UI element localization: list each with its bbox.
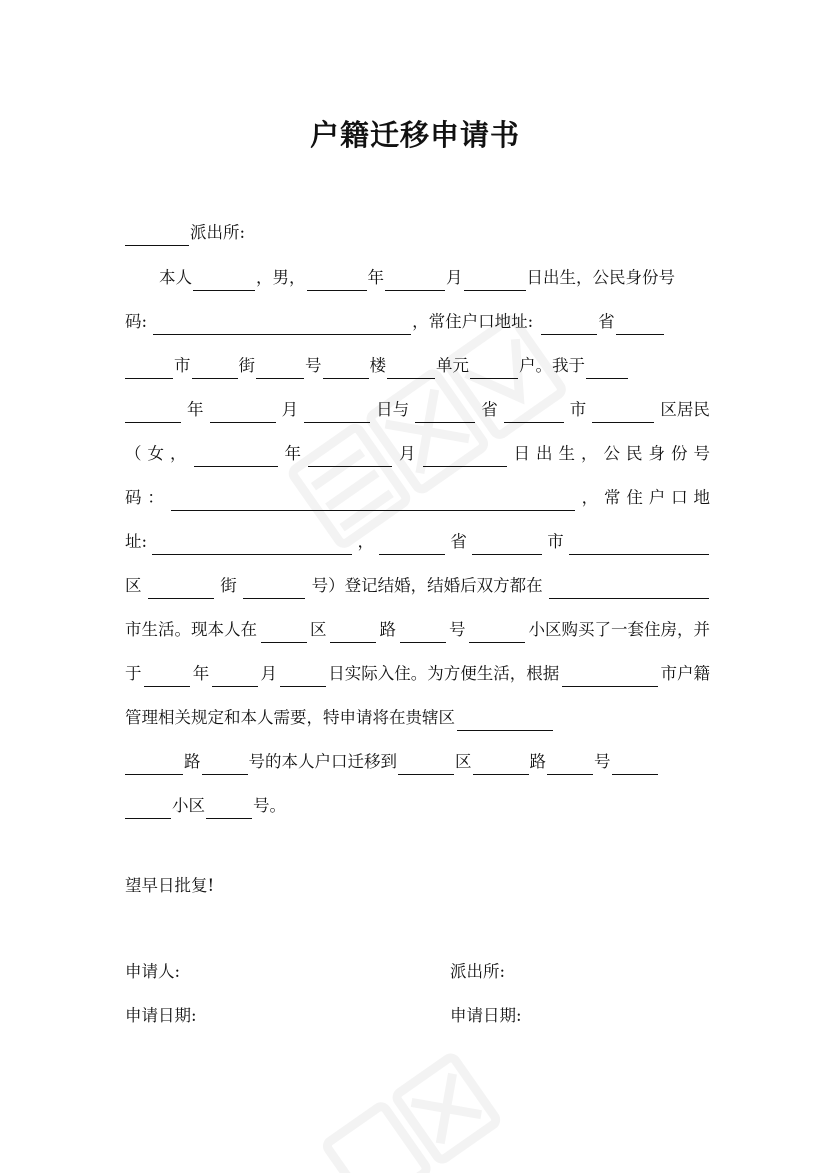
- blank-field[interactable]: [243, 580, 305, 599]
- blank-field[interactable]: [256, 360, 304, 379]
- body-line-11: [125, 705, 710, 731]
- blank-field[interactable]: [612, 756, 658, 775]
- text-segment: 市: [547, 532, 564, 551]
- text-segment: 路: [184, 752, 201, 771]
- blank-field[interactable]: [569, 536, 709, 555]
- text-segment: 市生活。现本人在: [125, 620, 257, 639]
- text-segment: ，常住户口地址:: [412, 312, 534, 331]
- text-segment: ：: [147, 488, 164, 507]
- blank-field[interactable]: [423, 448, 507, 467]
- blank-field[interactable]: [210, 404, 276, 423]
- body-line-7: [125, 529, 710, 555]
- blank-field[interactable]: [562, 668, 658, 687]
- text-segment: 区: [125, 576, 142, 595]
- text-segment: 区: [455, 752, 472, 771]
- text-segment: 日: [513, 444, 530, 463]
- body-line-1: [125, 265, 710, 291]
- blank-field[interactable]: [171, 492, 575, 511]
- text-segment: 号: [693, 444, 710, 463]
- blank-field[interactable]: [400, 624, 446, 643]
- blank-field[interactable]: [379, 536, 445, 555]
- text-segment: 月: [446, 268, 463, 287]
- blank-field[interactable]: [616, 316, 664, 335]
- text-segment: 小区: [172, 796, 205, 815]
- blank-field[interactable]: [202, 756, 248, 775]
- text-segment: 街: [220, 576, 237, 595]
- blank-field[interactable]: [415, 404, 475, 423]
- body-line-12: [125, 749, 710, 775]
- text-segment: 市: [174, 356, 191, 375]
- body-line-9: [125, 617, 710, 643]
- blank-field[interactable]: [125, 756, 183, 775]
- text-segment: 码: [125, 488, 142, 507]
- text-segment: 份: [671, 444, 688, 463]
- document-title: 户籍迁移申请书: [309, 118, 520, 152]
- body-line-10: [125, 661, 710, 687]
- blank-field[interactable]: [504, 404, 564, 423]
- body-line-4: [125, 397, 710, 423]
- blank-field[interactable]: [125, 404, 181, 423]
- blank-field[interactable]: [148, 580, 214, 599]
- blank-field[interactable]: [592, 404, 654, 423]
- applicant-label: 申请人:: [125, 962, 181, 981]
- blank-field[interactable]: [192, 360, 238, 379]
- blank-field[interactable]: [586, 360, 628, 379]
- text-segment: 常: [604, 488, 621, 507]
- blank-field[interactable]: [464, 272, 526, 291]
- text-segment: 市: [569, 400, 587, 419]
- text-segment: （: [125, 444, 142, 463]
- blank-field[interactable]: [144, 668, 190, 687]
- text-segment: 口: [671, 488, 688, 507]
- blank-field[interactable]: [194, 448, 278, 467]
- blank-field[interactable]: [280, 668, 326, 687]
- text-segment: 市户籍: [660, 664, 710, 683]
- text-segment: 楼: [369, 356, 386, 375]
- text-segment: 生: [558, 444, 575, 463]
- blank-field[interactable]: [323, 360, 369, 379]
- blank-field[interactable]: [212, 668, 258, 687]
- blank-field[interactable]: [470, 360, 518, 379]
- blank-field[interactable]: [469, 624, 525, 643]
- body-line-6: [125, 485, 710, 511]
- blank-field[interactable]: [547, 756, 593, 775]
- text-segment: 街: [238, 356, 255, 375]
- blank-field[interactable]: [152, 536, 352, 555]
- text-segment: 住: [626, 488, 643, 507]
- addressee-line: [125, 220, 710, 246]
- text-segment: 户。我于: [519, 356, 585, 375]
- text-segment: 区: [310, 620, 327, 639]
- text-segment: 址:: [125, 532, 148, 551]
- text-segment: 年: [187, 400, 204, 419]
- addressee-suffix: 派出所:: [190, 223, 246, 242]
- body-line-8: [125, 573, 710, 599]
- blank-field[interactable]: [549, 580, 709, 599]
- text-segment: 号: [305, 356, 322, 375]
- text-segment: 日出生，公民身份号: [526, 268, 675, 287]
- blank-field[interactable]: [125, 800, 171, 819]
- body-line-13: [125, 793, 710, 819]
- text-segment: ，男，: [256, 268, 306, 287]
- blank-field[interactable]: [125, 360, 173, 379]
- station-date-label: 申请日期:: [450, 1006, 522, 1025]
- text-segment: 女: [147, 444, 164, 463]
- body-line-5: [125, 441, 710, 467]
- text-segment: 月: [281, 400, 299, 419]
- text-segment: 民: [626, 444, 643, 463]
- text-segment: 号: [449, 620, 466, 639]
- blank-field[interactable]: [261, 624, 307, 643]
- blank-field[interactable]: [541, 316, 597, 335]
- blank-field[interactable]: [473, 756, 529, 775]
- text-segment: 号的本人户口迁移到: [248, 752, 397, 771]
- blank-field[interactable]: [206, 800, 252, 819]
- text-segment: 年: [367, 268, 384, 287]
- applicant-date-label: 申请日期:: [125, 1006, 197, 1025]
- blank-field[interactable]: [472, 536, 542, 555]
- text-segment: 省: [450, 532, 467, 551]
- text-segment: 于: [125, 664, 142, 683]
- blank-field[interactable]: [193, 272, 255, 291]
- blank-field[interactable]: [398, 756, 454, 775]
- text-segment: 号: [594, 752, 611, 771]
- text-segment: 区居民: [660, 400, 710, 419]
- blank-field[interactable]: [153, 316, 411, 335]
- blank-field[interactable]: [307, 272, 367, 291]
- text-segment: 公: [603, 444, 620, 463]
- closing-line: 望早日批复!: [125, 876, 215, 895]
- text-segment: 省: [598, 312, 615, 331]
- text-segment: ，: [581, 444, 598, 463]
- text-segment: ，: [581, 488, 599, 507]
- text-segment: ，: [357, 532, 374, 551]
- body-line-3: [125, 353, 710, 379]
- text-segment: 码:: [125, 312, 148, 331]
- text-segment: 年: [284, 444, 301, 463]
- text-segment: 管理相关规定和本人需要，特申请将在贵辖区: [125, 708, 455, 727]
- body-line-2: [125, 309, 710, 335]
- blank-field[interactable]: [330, 624, 376, 643]
- text-segment: 本人: [159, 268, 192, 287]
- station-label: 派出所:: [450, 962, 506, 981]
- text-segment: 号）登记结婚，结婚后双方都在: [311, 576, 543, 595]
- blank-field[interactable]: [308, 448, 392, 467]
- text-segment: 小区购买了一套住房，并: [528, 620, 710, 639]
- text-segment: 地: [693, 488, 710, 507]
- blank-field[interactable]: [457, 712, 553, 731]
- text-segment: 年: [192, 664, 210, 683]
- text-segment: 身: [648, 444, 665, 463]
- text-segment: 路: [529, 752, 546, 771]
- text-segment: 日实际入住。为方便生活，根据: [328, 664, 560, 683]
- blank-field[interactable]: [387, 360, 435, 379]
- blank-field[interactable]: [304, 404, 370, 423]
- text-segment: 日与: [376, 400, 410, 419]
- blank-field[interactable]: [125, 227, 189, 246]
- blank-field[interactable]: [385, 272, 445, 291]
- text-segment: 单元: [436, 356, 469, 375]
- text-segment: 号。: [253, 796, 286, 815]
- text-segment: 出: [536, 444, 553, 463]
- text-segment: 月: [399, 444, 416, 463]
- text-segment: 户: [648, 488, 666, 507]
- text-segment: 路: [379, 620, 396, 639]
- text-segment: ，: [170, 444, 187, 463]
- text-segment: 省: [481, 400, 498, 419]
- text-segment: 月: [260, 664, 277, 683]
